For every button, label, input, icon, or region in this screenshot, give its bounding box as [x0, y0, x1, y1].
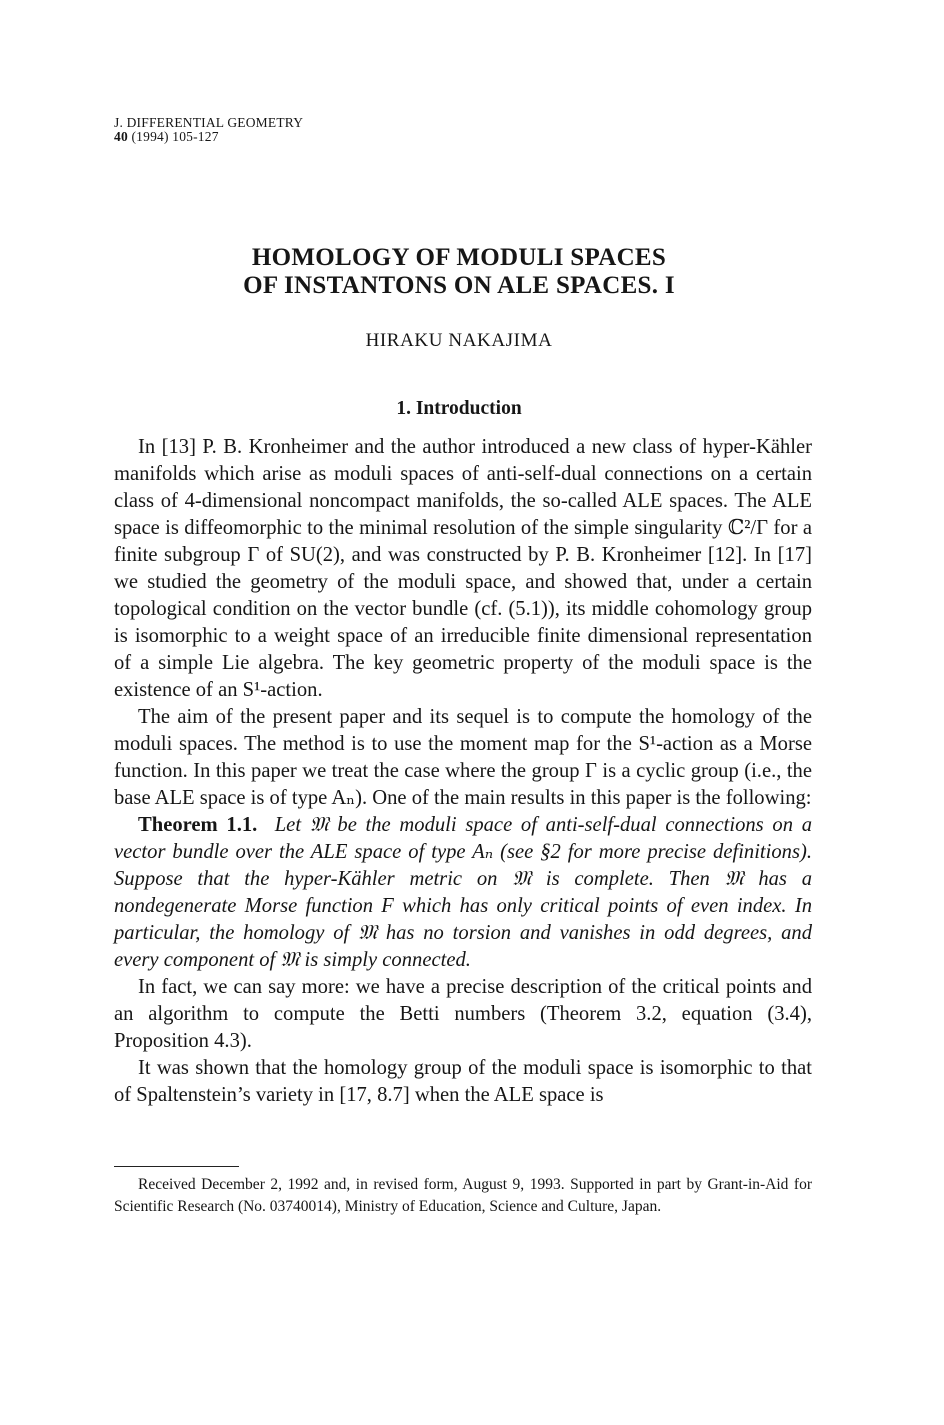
title-line-1: HOMOLOGY OF MODULI SPACES — [251, 244, 667, 271]
year-pages: (1994) 105-127 — [131, 129, 219, 144]
section-heading: 1. Introduction — [396, 398, 522, 419]
footnote-divider — [114, 1166, 239, 1167]
theorem-statement: Let 𝔐 be the moduli space of anti-self-dual connections on a vector bundle over the ALE space of type Aₙ (see §2 for more precise definitions). Suppose that the hyper-Kähler metric on 𝔐 is complete. Then 𝔐 has a nondegenerate Morse function F which has only critical points of even index. In particular, the homology of 𝔐 has no torsion and vanishes in odd degrees, and every component of 𝔐 is simply connected. — [114, 814, 812, 971]
paragraph-spaltenstein: It was shown that the homology group of the moduli space is isomorphic to that of Spaltenstein’s variety in [17, 8.7] when the ALE space is — [114, 1057, 812, 1106]
body-text — [114, 434, 812, 1109]
theorem-1-1 — [114, 812, 812, 974]
paper-title — [114, 244, 804, 300]
theorem-label: Theorem 1.1. — [138, 814, 258, 836]
paragraph-intro: In [13] P. B. Kronheimer and the author introduced a new class of hyper-Kähler manifolds which arise as moduli spaces of anti-self-dual connections on a certain class of 4-dimensional noncompact manifolds, the so-called ALE spaces. The ALE space is diffeomorphic to the minimal resolution of the simple singularity ℂ²/Γ for a finite subgroup Γ of SU(2), and was constructed by P. B. Kronheimer [12]. In [17] we studied the geometry of the moduli space, and showed that, under a certain topological condition on the vector bundle (cf. (5.1)), its middle cohomology group is isomorphic to a weight space of an irreducible finite dimensional representation of a simple Lie algebra. The key geometric property of the moduli space is the existence of an S¹-action. — [114, 436, 812, 701]
footnote: Received December 2, 1992 and, in revised form, August 9, 1993. Supported in part by Grant-in-Aid for Scientific Research (No. 03740014), Ministry of Education, Science and Culture, Japan. — [114, 1176, 812, 1215]
title-line-2: OF INSTANTONS ON ALE SPACES. I — [243, 272, 675, 299]
paragraph-aim: The aim of the present paper and its sequel is to compute the homology of the moduli spaces. The method is to use the moment map for the S¹-action as a Morse function. In this paper we treat the case where the group Γ is a cyclic group (i.e., the base ALE space is of type Aₙ). One of the main results in this paper is the following: — [114, 706, 812, 809]
journal-citation — [114, 130, 303, 144]
volume-number: 40 — [114, 129, 128, 144]
journal-header — [114, 116, 303, 144]
journal-name: J. DIFFERENTIAL GEOMETRY — [114, 115, 304, 130]
author-name: HIRAKU NAKAJIMA — [365, 330, 553, 351]
paragraph-more: In fact, we can say more: we have a precise description of the critical points and an algorithm to compute the Betti numbers (Theorem 3.2, equation (3.4), Proposition 4.3). — [114, 976, 812, 1052]
